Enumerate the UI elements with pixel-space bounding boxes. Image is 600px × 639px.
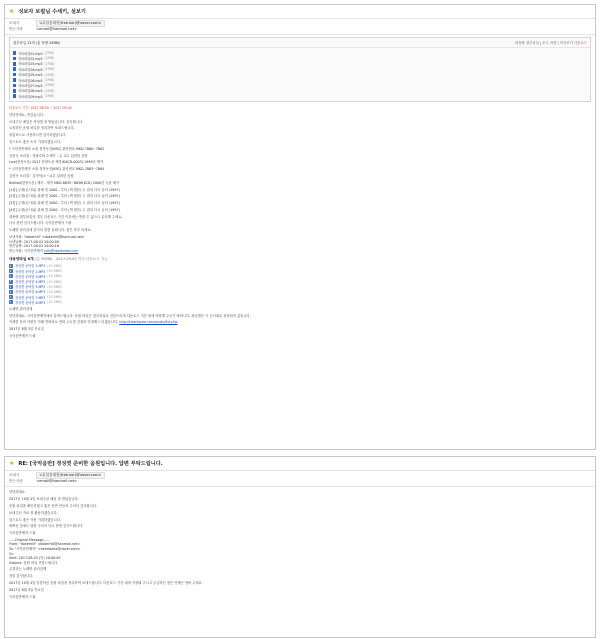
body-text: * 국악음반제작 소장 정목녹진(KRC) 관리번호 MKD-7863~7864 (9, 167, 105, 172)
email-subject: 성보자 보컬님 수세키, 섬보기 (18, 9, 86, 15)
forward-meta-line: 받는사람: 국악음반제작 info@hearkorea.com (9, 248, 79, 253)
body-text: 대용량 첨부파일의 경우 다운로드 기간 이후에는 받을 수 없으니 유의해 주세요. (9, 214, 123, 219)
email-subject-bar (5, 457, 595, 471)
email-subject: RE: [국악음반] 정성껏 준비한 음원입니다. 답변 부탁드립니다. (18, 461, 163, 467)
body-text: 보내주신 메일은 정성껏 잘 받았습니다. 감사합니다. (9, 119, 84, 124)
attachment-item[interactable]: 자료파일02.mp3 (2MB) (13, 56, 587, 61)
body-text: 정말 감사합니다. (9, 574, 34, 579)
original-meta-line: To: "국악음반제작" <hearkorea@naver.com> (9, 547, 81, 552)
attachment-item[interactable]: 자료파일06.mp3 (2MB) (13, 77, 587, 82)
body-text: Live(현장녹음) 2017 현장녹음 제작(KACD-0003) 1999년 제작 (9, 160, 104, 165)
sign-line: 노래방 관리실에 감사의 말씀 올립니다. 좋은 하루 되세요. (9, 228, 92, 233)
body-text: 자세한 문의 사항은 아래 연락처로 연락 주시면 친절히 안내해 드리겠습니다. http://hearkorea.com/audio/list.php (9, 320, 178, 325)
attachment-item[interactable]: 자료파일03.mp3 (2MB) (13, 61, 587, 66)
attachment-item[interactable]: 자료파일07.mp3 (2MB) (13, 83, 587, 88)
to-row (9, 27, 591, 32)
from-label: 보내사 (9, 21, 20, 25)
file-icon (13, 94, 16, 98)
large-attachment-item[interactable]: 정성껏 준비한 5.MP3 (10.5MB) (9, 284, 591, 289)
body-text: 다시 한번 감사드립니다. 국악음반제작 드림 (9, 221, 72, 226)
closing-body (5, 305, 595, 343)
audio-file-icon (9, 274, 13, 278)
large-attachment-item[interactable]: 정성껏 준비한 3.MP3 (10.5MB) (9, 274, 591, 279)
file-icon (13, 67, 16, 71)
file-icon (13, 73, 16, 77)
audio-file-icon (9, 269, 13, 273)
large-attachment-item[interactable]: 정성껏 준비한 7.MP3 (10.5MB) (9, 294, 591, 299)
large-attachment-item[interactable]: 정성껏 준비한 1.MP3 (10.5MB) (9, 263, 591, 268)
from-row (9, 472, 591, 479)
from-row (9, 20, 591, 27)
large-attachment-item[interactable]: 정성껏 준비한 8.MP3 (10.5MB) (9, 300, 591, 305)
attachment-box (9, 37, 591, 102)
body-text: 바쁘신 중에도 답장 주셔서 다시 한번 감사드립니다. (9, 524, 84, 529)
forward-meta-line: 보낸사람: "dokerhill" <dokerhill@hanmail.net> (9, 234, 85, 239)
file-icon (13, 84, 16, 88)
forward-meta (9, 235, 591, 253)
body-text: [2집] 무광(손사위) 판매 빌 2000 - 부터 (책 원문) 두 집의 다시 들어 (1997) (9, 194, 120, 199)
body-text: 노래방 관리실에 (9, 306, 33, 311)
body-text: 요청하신 음원 파일을 정리하여 보내드립니다. (9, 126, 75, 131)
body-text: [4집] 무광(손사위) 판매 빌 2000 - 부터 (책 원문) 두 집의 다시 들어 (1997) (9, 207, 120, 212)
email-subject-bar (5, 5, 595, 19)
audio-file-icon (9, 290, 13, 294)
body-text: 앞으로도 좋은 소식 기대하겠습니다. (9, 140, 61, 145)
body-text: 안녕하세요. (9, 490, 26, 495)
forward-meta-line: 받은날짜: 2017-08-03 20:00:16 (9, 244, 59, 249)
attachment-item[interactable]: 자료파일01.mp3 (2MB) (13, 50, 587, 55)
forward-meta-line: 보낸날짜: 2017-08-03 20:00:09 (9, 239, 59, 244)
star-icon[interactable]: ★ (9, 460, 15, 467)
body-text: Bultiad(현장녹음) 제작 - 제작 MKD-8635~8636(KCD) 2000년 녹음 제작 (9, 180, 120, 185)
divider (5, 34, 595, 35)
body-text: 국악음반제작 드림 (9, 531, 36, 536)
original-meta-line: Sent: 2017-08-03 (목) 20:00:09 (9, 556, 61, 561)
file-icon (13, 57, 16, 61)
to-value[interactable]: <email@hanmail.net> (36, 27, 78, 32)
attachment-tools-label[interactable]: 대용량 첨부파일 | 모두 저장 | 미리보기 (514, 41, 573, 46)
body-text: 2017년 8월 3일 목요일 (9, 327, 44, 332)
file-icon (13, 89, 16, 93)
star-icon[interactable]: ★ (9, 8, 15, 15)
large-attachment-list (5, 263, 595, 305)
body-text: 2017년 10월 4일 말씀하신 음원 파일을 정리하여 보내드립니다. 다운로드 기간 내에 저장해 주시고 궁금하신 점은 언제든 연락 주세요. (9, 581, 203, 585)
attachment-header (10, 38, 590, 48)
body-text: 음원 파일을 확인하였고 좋은 음반 만들어 주셔서 감사합니다. (9, 503, 98, 508)
email-message-2 (4, 456, 596, 638)
body-text: 보내주신 자료 잘 활용하겠습니다. (9, 510, 58, 515)
body-text: 국악음반제작 드림 (9, 594, 36, 599)
large-attachment-info: (총 55MB) - 2017.09.03 까지 다운로드 가능 (34, 257, 108, 262)
body-text: 존경하는 노래방 관리실께 (9, 567, 47, 572)
closing-link[interactable]: http://hearkorea.com/audio/list.php (119, 320, 178, 325)
large-attachment-item[interactable]: 정성껏 준비한 6.MP3 (10.5MB) (9, 289, 591, 294)
email-body (5, 488, 595, 603)
audio-file-icon (9, 264, 13, 268)
attachment-item[interactable]: 자료파일09.mp3 (2MB) (13, 94, 587, 99)
attachment-item[interactable]: 자료파일05.mp3 (2MB) (13, 72, 587, 77)
email-message-1 (4, 4, 596, 450)
attachment-item[interactable]: 자료파일08.mp3 (2MB) (13, 88, 587, 93)
body-text: 앞으로도 좋은 작품 기대하겠습니다. (9, 517, 61, 522)
body-text: 2017년 10월 4일 보내주신 메일 잘 받았습니다. (9, 497, 79, 502)
to-label: 받는사람 (9, 27, 23, 32)
audio-file-icon (9, 300, 13, 304)
original-meta-line: From: "dokerhill" <dokerhill@hanmail.net> (9, 542, 81, 547)
attachment-title: 첨부파일 12개 (총 용량 25MB) (13, 41, 61, 46)
body-text: 감정곡 소리결 : 정광수락 수제가 - 유 교수 입력한 음원 (9, 153, 88, 158)
from-value[interactable]: <무입음대진(free.kor)@naver.com> (36, 20, 104, 27)
large-attachment-item[interactable]: 정성껏 준비한 4.MP3 (10.5MB) (9, 279, 591, 284)
from-value[interactable]: <무입음대진(free.kor)@naver.com> (36, 472, 104, 479)
to-row (9, 479, 591, 484)
file-icon (13, 62, 16, 66)
body-text: 성업보으로 사용하시면 감사하겠습니다. (9, 133, 67, 138)
body-text: 감정곡 소리결 : 김정석(노~교수 입력한 음원 (9, 173, 74, 178)
body-text: 안녕하세요. 국악음반제작에서 알려드립니다. 음원 파일은 첨부파일로 전달드리며 다운로드 기간 내에 저장해 주시기 바랍니다. 파일명은 곡 순서대로 정리되어 있습니다. (9, 313, 251, 318)
attachment-list (10, 48, 590, 101)
large-attachment-header (5, 255, 595, 263)
large-attachment-item[interactable]: 정성껏 준비한 2.MP3 (10.5MB) (9, 269, 591, 274)
from-label: 보내사 (9, 473, 20, 477)
original-meta-line: Subject: 음원 파일 전달드립니다. (9, 560, 59, 565)
file-icon (13, 78, 16, 82)
forward-link[interactable]: info@hearkorea.com (44, 248, 79, 253)
audio-file-icon (9, 280, 13, 284)
large-attachment-title: 대용량파일 6개 (9, 257, 34, 262)
attachment-expiry: 다운로드 기간: 2017.08.05 ~ 2017.09.05 (9, 105, 72, 110)
file-icon (13, 51, 16, 55)
original-meta-line: Cc: (9, 551, 15, 556)
attachment-item[interactable]: 자료파일04.mp3 (2MB) (13, 67, 587, 72)
audio-file-icon (9, 285, 13, 289)
original-header: -----Original Message----- (9, 537, 50, 542)
to-label: 받는사람 (9, 479, 23, 484)
attachment-download-button[interactable]: 다운로드 (573, 41, 587, 46)
audio-file-icon (9, 295, 13, 299)
body-text: [3집] 무광(손사위) 판매 빌 2000 - 부터 (책 원문) 두 집의 다시 들어 (1997) (9, 201, 120, 206)
email-body (5, 111, 595, 255)
email-header (5, 19, 595, 33)
body-text: 2017년 8월 3일 목요일 (9, 587, 44, 592)
to-value[interactable]: <email@hanmail.net> (36, 479, 78, 484)
original-message (9, 538, 591, 566)
divider (5, 486, 595, 487)
body-text: 국악음반제작 드림 (9, 333, 36, 338)
body-text: 안녕하세요. 반갑습니다. (9, 112, 44, 117)
body-text: [1집] 무광(손사위) 판매 빌 2000 - 부터 (책 원문) 두 집의 다시 들어 (1997) (9, 187, 120, 192)
body-text: * 국악음반제작 소장 정목녹진(KRC) 관리번호 MKD-7860~7862 (9, 146, 105, 151)
attachment-tools (515, 40, 587, 45)
email-header (5, 471, 595, 485)
